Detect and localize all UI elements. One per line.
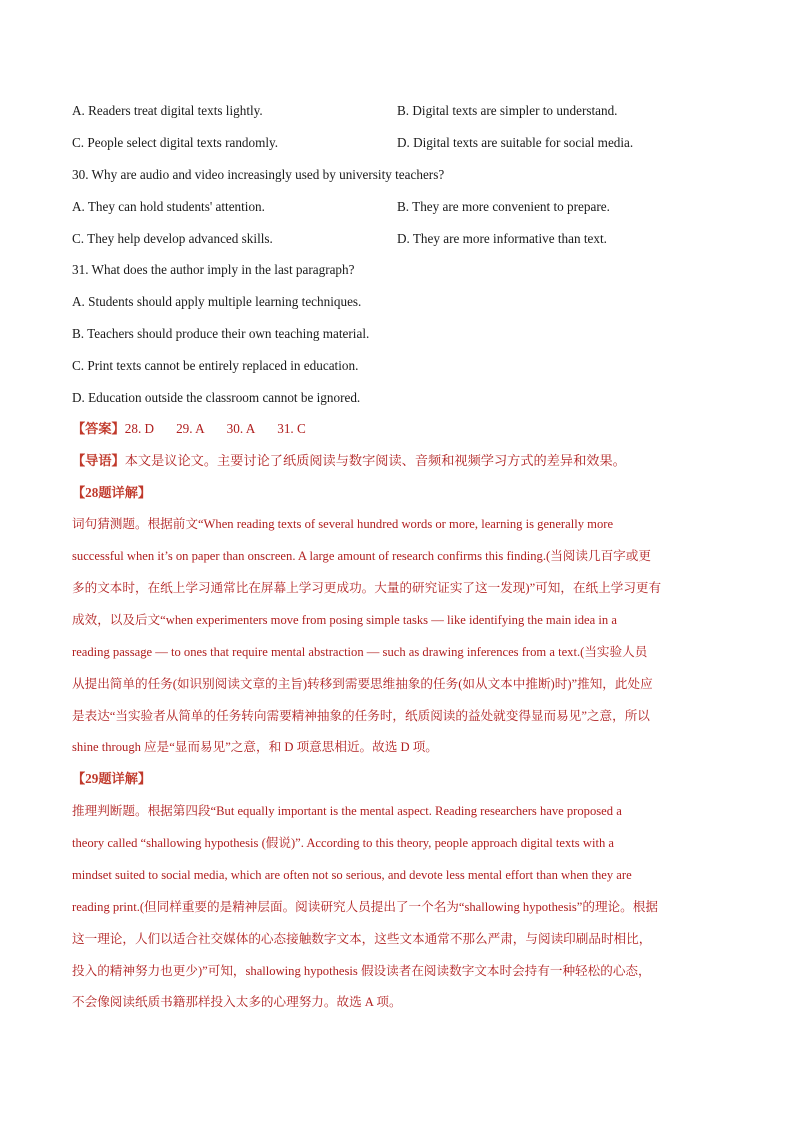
q29-option-a: A. Readers treat digital texts lightly. <box>72 103 263 118</box>
detail29-line: mindset suited to social media, which are often not so serious, and devote less mental effort than when they are <box>72 868 632 882</box>
detail29-line: 推理判断题。根据第四段“But equally important is the mental aspect. Reading researchers have proposed a <box>72 804 622 818</box>
detail28-heading: 【28题详解】 <box>72 485 152 500</box>
q29-option-c: C. People select digital texts randomly. <box>72 135 279 150</box>
q31-option-d: D. Education outside the classroom cannot be ignored. <box>72 390 361 405</box>
detail29-line: reading print.(但同样重要的是精神层面。阅读研究人员提出了一个名为“shallowing hypothesis”的理论。根据 <box>72 900 658 914</box>
answer-item: 28. D <box>124 421 155 436</box>
answer-label: 【答案】 <box>72 421 125 436</box>
detail29-line: 不会像阅读纸质书籍那样投入太多的心理努力。故选 A 项。 <box>72 995 402 1009</box>
answer-item: 29. A <box>176 421 205 436</box>
q30-stem: 30. Why are audio and video increasingly used by university teachers? <box>72 167 445 182</box>
detail29-line: 投入的精神努力也更少)”可知，shallowing hypothesis 假设读者在阅读数字文本时会持有一种轻松的心态， <box>72 964 651 978</box>
detail28-line: 是表达“当实验者从简单的任务转向需要精神抽象的任务时，纸质阅读的益处就变得显而易见”之意，所以 <box>72 709 650 723</box>
detail28-line: reading passage — to ones that require mental abstraction — such as drawing inferences from a text.(当实验人员 <box>72 645 648 659</box>
guide-line <box>72 451 626 471</box>
detail29-line: theory called “shallowing hypothesis (假说)”. According to this theory, people approach digital texts with a <box>72 836 614 850</box>
q30-option-c: C. They help develop advanced skills. <box>72 231 273 246</box>
q30-option-b: B. They are more convenient to prepare. <box>397 199 610 214</box>
q31-option-b: B. Teachers should produce their own teaching material. <box>72 326 370 341</box>
answer-line <box>72 419 306 439</box>
guide-label: 【导语】 <box>72 453 125 468</box>
detail29-heading: 【29题详解】 <box>72 771 152 786</box>
q30-option-a: A. They can hold students' attention. <box>72 199 265 214</box>
detail28-line: shine through 应是“显而易见”之意，和 D 项意思相近。故选 D 项。 <box>72 740 438 754</box>
detail28-line: 从提出简单的任务(如识别阅读文章的主旨)转移到需要思维抽象的任务(如从文本中推断)时)”推知，此处应 <box>72 677 653 691</box>
detail28-line: 多的文本时，在纸上学习通常比在屏幕上学习更成功。大量的研究证实了这一发现)”可知，在纸上学习更有 <box>72 581 662 595</box>
q31-option-c: C. Print texts cannot be entirely replaced in education. <box>72 358 359 373</box>
q29-option-d: D. Digital texts are suitable for social media. <box>397 135 634 150</box>
q29-option-b: B. Digital texts are simpler to understand. <box>397 103 618 118</box>
guide-text: 本文是议论文。主要讨论了纸质阅读与数字阅读、音频和视频学习方式的差异和效果。 <box>124 453 626 468</box>
detail28-line: 成效，以及后文“when experimenters move from posing simple tasks — like identifying the main idea in a <box>72 613 617 627</box>
detail29-line: 这一理论，人们以适合社交媒体的心态接触数字文本，这些文本通常不那么严肃，与阅读印刷品时相比， <box>72 932 652 946</box>
detail28-line: 词句猜测题。根据前文“When reading texts of several hundred words or more, learning is generally more <box>72 517 614 531</box>
detail28-line: successful when it’s on paper than onscreen. A large amount of research confirms this finding.(当阅读几百字或更 <box>72 549 651 563</box>
answer-item: 31. C <box>277 421 306 436</box>
q31-option-a: A. Students should apply multiple learning techniques. <box>72 294 362 309</box>
q30-option-d: D. They are more informative than text. <box>397 231 607 246</box>
answer-item: 30. A <box>226 421 256 436</box>
q31-stem: 31. What does the author imply in the last paragraph? <box>72 262 355 277</box>
